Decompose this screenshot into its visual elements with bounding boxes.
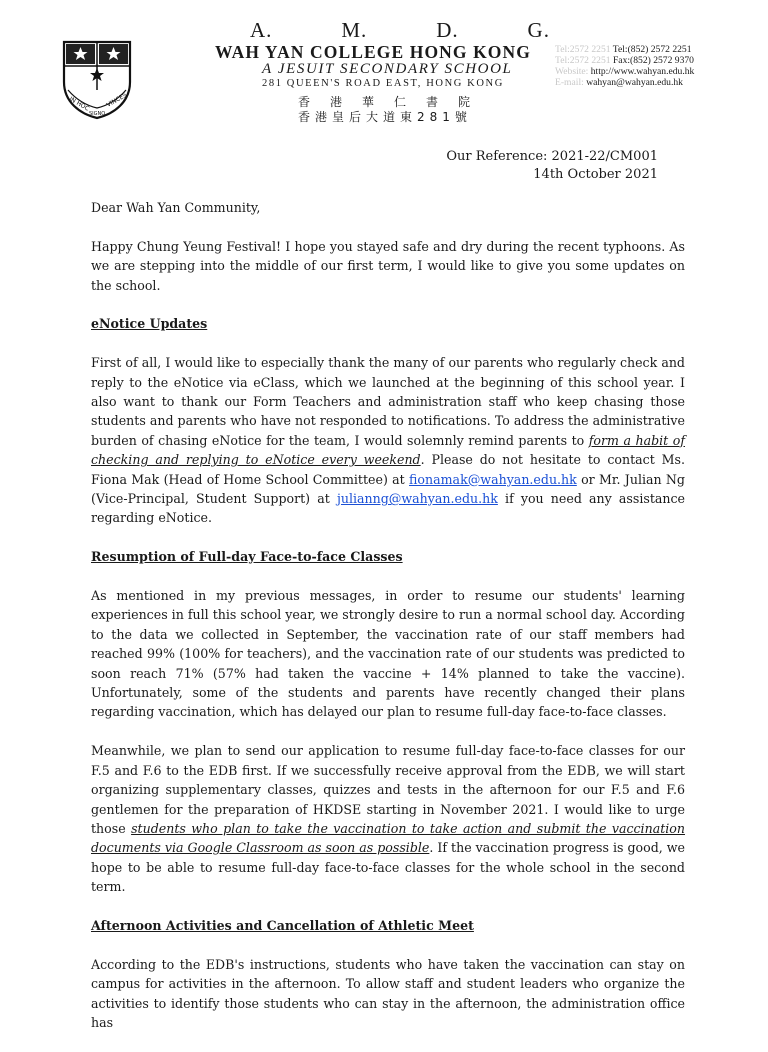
contact-email-row: [555, 77, 725, 88]
resumption-heading: Resumption of Full-day Face-to-face Classes: [91, 549, 403, 565]
intro-paragraph: Happy Chung Yeung Festival! I hope you stayed safe and dry during the recent typhoons. As we are stepping into the middle of our first term, I would like to give you some updates on the school.: [91, 238, 685, 293]
afternoon-heading: Afternoon Activities and Cancellation of Athletic Meet: [91, 917, 474, 933]
enotice-paragraph: [91, 353, 685, 528]
enotice-text-a: First of all, I would like to especially thank the many of our parents who regularly check and reply to the eNotice via eClass, which we launched at the beginning of this school year. I also want to thank our Form Teachers and administration staff who keep chasing those students and parents who have not responded to notifications. To address the administrative burden of chasing eNotice for the team, I would solemnly remind parents to: [91, 355, 685, 448]
school-crest-icon: [60, 38, 134, 120]
contact-web[interactable]: http://www.wahyan.edu.hk: [590, 66, 695, 77]
crest-motto-bottom: SIGNO: [89, 111, 106, 117]
enotice-heading: eNotice Updates: [91, 316, 208, 332]
contact-web-row: [555, 66, 725, 77]
enotice-text-b: . Please do not hesitate to contact Ms. Fiona Mak (Head of Home School Committee) at: [91, 452, 685, 487]
amdg-a: A.: [250, 18, 273, 42]
afternoon-paragraph: According to the EDB's instructions, students who have taken the vaccination can stay on campus for activities in the afternoon. To allow staff and student leaders who organize the activities to identify those students who can stay in the afternoon, the administration office has: [91, 956, 685, 1030]
email-link-fiona[interactable]: fionamak@wahyan.edu.hk: [409, 471, 577, 487]
college-name: WAH YAN COLLEGE HONG KONG: [215, 42, 531, 62]
letter-date: 14th October 2021: [533, 167, 658, 182]
amdg-d: D.: [436, 18, 459, 42]
resumption-text-a: Meanwhile, we plan to send our application to resume full-day face-to-face classes for our F.5 and F.6 to the EDB first. If we successfully receive approval from the EDB, we will start organizing supplementary classes, quizzes and tests in the afternoon for our F.5 and F.6 gentlemen for the preparation of HKDSE starting in November 2021. I would like to urge those: [91, 743, 685, 836]
crest-motto-right: VINCES: [105, 91, 129, 109]
contact-block: [555, 44, 725, 88]
contact-email-faint: E-mail:: [555, 77, 584, 88]
chinese-school-name: 香港華仁書院: [298, 95, 491, 109]
enotice-text-c: or Mr. Julian Ng (Vice-Principal, Student Support) at: [91, 471, 685, 507]
chinese-school-address: 香港皇后大道東281號: [298, 110, 472, 124]
amdg-g: G.: [527, 18, 550, 42]
letter-body: [91, 198, 685, 1052]
reference-block: [446, 148, 658, 184]
resumption-paragraph-1: As mentioned in my previous messages, in order to resume our students' learning experiences in full this school year, we strongly desire to run a normal school day. According to the data we collected in September, the vaccination rate of our staff members had reached 99% (100% for teachers), and the vaccination rate of our students was predicted to soon reach 71% (57% had taken the vaccine + 14% planned to take the vaccine). Unfortunately, some of the students and parents have recently changed their plans regarding vaccination, which has delayed our plan to resume full-day face-to-face classes.: [91, 588, 685, 720]
enotice-emphasis: form a habit of checking and replying to eNotice every weekend: [91, 432, 685, 468]
amdg-motto: [250, 18, 550, 43]
resumption-text-b: . If the vaccination progress is good, we hope to be able to resume full-day face-to-face classes for the whole school in the second term.: [91, 840, 685, 895]
enotice-text-d: if you need any assistance regarding eNotice.: [91, 491, 686, 526]
contact-tel: Tel:(852) 2572 2251: [612, 44, 692, 55]
contact-web-faint: Website:: [555, 66, 589, 77]
contact-email[interactable]: wahyan@wahyan.edu.hk: [586, 77, 683, 88]
resumption-emphasis: students who plan to take the vaccination to take action and submit the vaccination documents via Google Classroom as soon as possible: [91, 820, 685, 856]
amdg-m: M.: [341, 18, 368, 42]
resumption-paragraph-2: [91, 741, 685, 896]
reference-number: Our Reference: 2021-22/CM001: [446, 149, 658, 164]
school-subtitle: A JESUIT SECONDARY SCHOOL: [262, 61, 513, 77]
salutation: Dear Wah Yan Community,: [91, 200, 261, 215]
contact-tel-faint: Tel:2572 2251: [555, 44, 611, 55]
contact-tel-row: [555, 44, 725, 55]
school-address: 281 QUEEN'S ROAD EAST, HONG KONG: [262, 78, 504, 89]
crest-motto-left: IN HOC: [68, 95, 91, 113]
contact-fax-faint: Tel:2572 2251: [555, 55, 611, 66]
contact-fax-row: [555, 55, 725, 66]
contact-fax: Fax:(852) 2572 9370: [612, 55, 694, 66]
email-link-julian[interactable]: julianng@wahyan.edu.hk: [336, 491, 498, 507]
